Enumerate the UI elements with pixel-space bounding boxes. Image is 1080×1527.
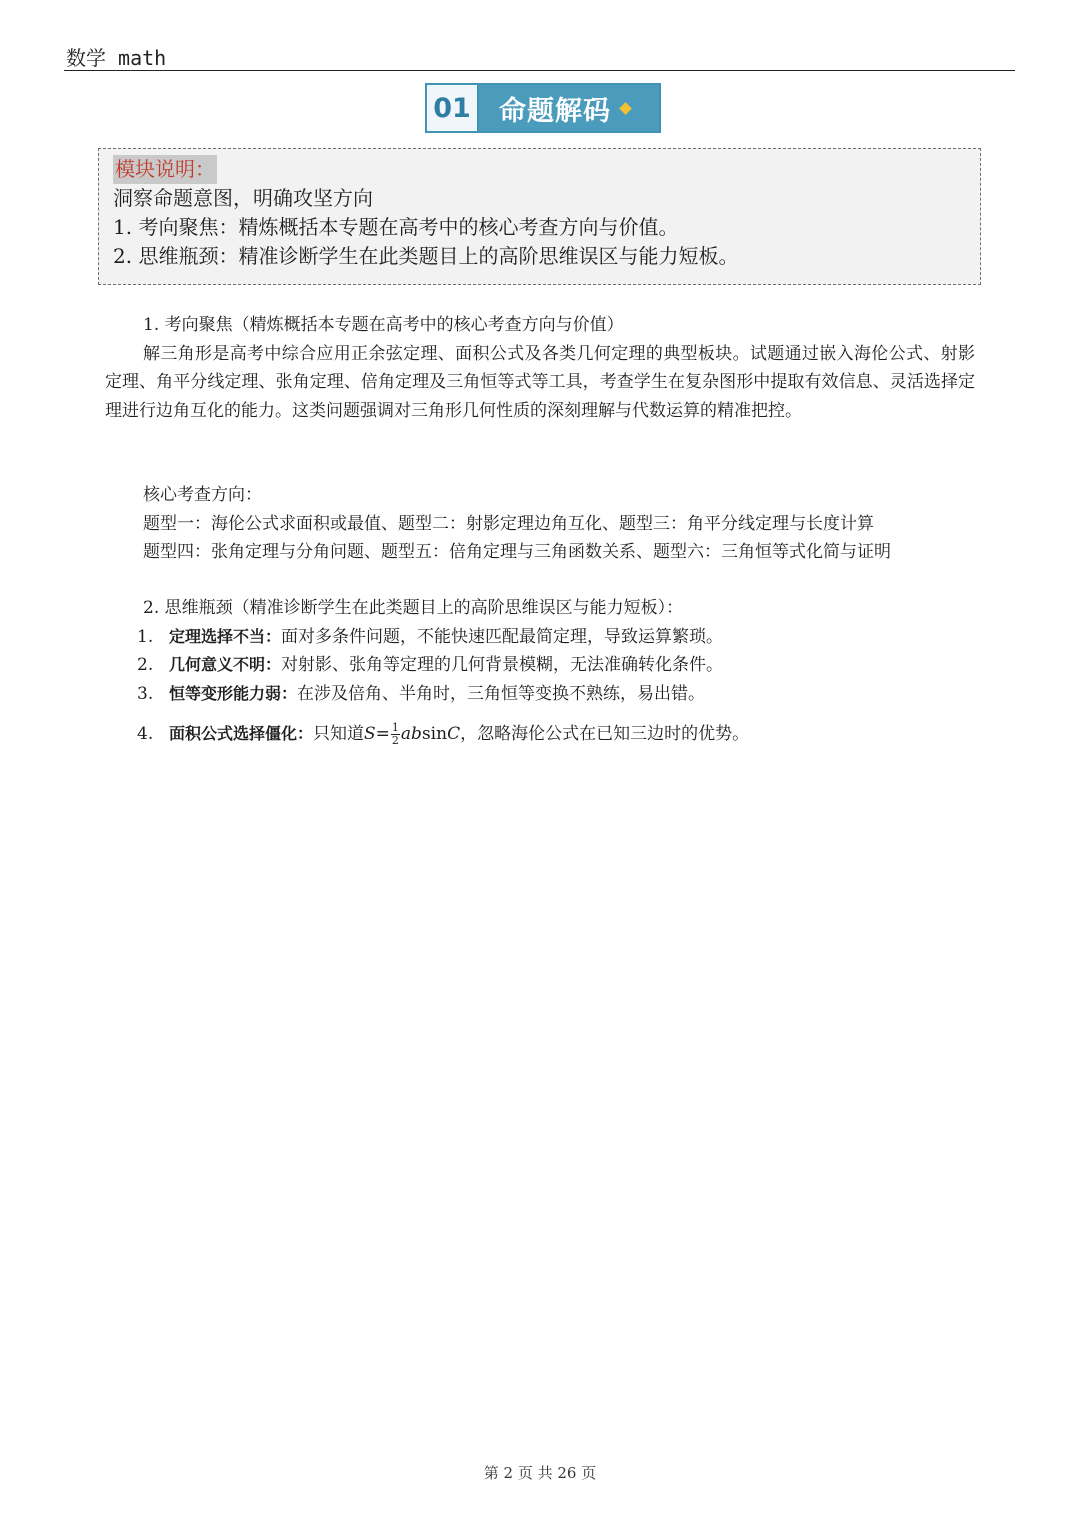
list-item <box>137 651 977 680</box>
page-footer: 第 2 页 共 26 页 <box>483 1464 597 1482</box>
fraction-numerator: 1 <box>391 721 399 734</box>
banner-title <box>479 85 659 131</box>
list-number: 1. <box>137 626 154 647</box>
list-text: ，忽略海伦公式在已知三边时的优势。 <box>460 724 750 744</box>
formula-sin: sin <box>421 724 448 744</box>
list-item <box>137 623 977 652</box>
formula-lhs: S= <box>364 724 390 744</box>
list-text: 只知道 <box>313 724 365 744</box>
list-label: 恒等变形能力弱： <box>169 683 298 703</box>
list-number: 3. <box>137 683 154 704</box>
list-item <box>137 680 977 709</box>
list-label: 几何意义不明： <box>169 655 282 674</box>
area-formula <box>364 720 460 749</box>
module-label: 模块说明： <box>113 155 217 184</box>
section2 <box>137 594 977 749</box>
module-line: 洞察命题意图，明确攻坚方向 <box>113 186 373 210</box>
list-label: 定理选择不当： <box>169 626 282 646</box>
page-header: 数学 math <box>66 46 167 70</box>
list-number: 2. <box>137 655 154 675</box>
module-line: 1. 考向聚焦：精炼概括本专题在高考中的核心考查方向与价值。 <box>113 215 679 239</box>
banner-title-text: 命题解码 <box>499 95 611 127</box>
list-label: 面积公式选择僵化： <box>169 724 314 743</box>
fraction-denominator: 2 <box>391 734 399 747</box>
list-text: 面对多条件问题，不能快速匹配最简定理，导致运算繁琐。 <box>281 626 724 647</box>
core-line-1: 题型一：海伦公式求面积或最值、题型二：射影定理边角互化、题型三：角平分线定理与长度计算 <box>143 513 874 534</box>
diamond-icon <box>619 102 632 115</box>
section1-paragraph: 解三角形是高考中综合应用正余弦定理、面积公式及各类几何定理的典型板块。试题通过嵌入海伦公式、射影定理、角平分线定理、张角定理、倍角定理及三角恒等式等工具，考查学生在复杂图形中提取有效信息、灵活选择定理进行边角互化的能力。这类问题强调对三角形几何性质的深刻理解与代数运算的精准把控。 <box>105 343 975 421</box>
module-description-box <box>98 148 981 285</box>
formula-rhs: ab <box>400 724 422 744</box>
section-banner <box>425 83 661 133</box>
banner-number: 01 <box>427 85 479 131</box>
list-text: 对射影、张角等定理的几何背景模糊，无法准确转化条件。 <box>281 655 724 675</box>
fraction <box>391 722 400 747</box>
core-title: 核心考查方向： <box>143 485 262 505</box>
formula-c: C <box>447 724 461 744</box>
header-divider <box>64 70 1015 71</box>
section1-heading: 1. 考向聚焦（精炼概括本专题在高考中的核心考查方向与价值） <box>143 315 624 335</box>
section2-heading: 2. 思维瓶颈（精准诊断学生在此类题目上的高阶思维误区与能力短板）： <box>143 598 684 618</box>
section1 <box>105 311 975 425</box>
core-line-2: 题型四：张角定理与分角问题、题型五：倍角定理与三角函数关系、题型六：三角恒等式化简与证明 <box>143 542 891 562</box>
list-number: 4. <box>137 724 154 744</box>
list-text: 在涉及倍角、半角时，三角恒等变换不熟练，易出错。 <box>297 683 706 704</box>
module-line: 2. 思维瓶颈：精准诊断学生在此类题目上的高阶思维误区与能力短板。 <box>113 244 739 268</box>
core-directions <box>105 481 975 567</box>
list-item <box>137 720 977 749</box>
